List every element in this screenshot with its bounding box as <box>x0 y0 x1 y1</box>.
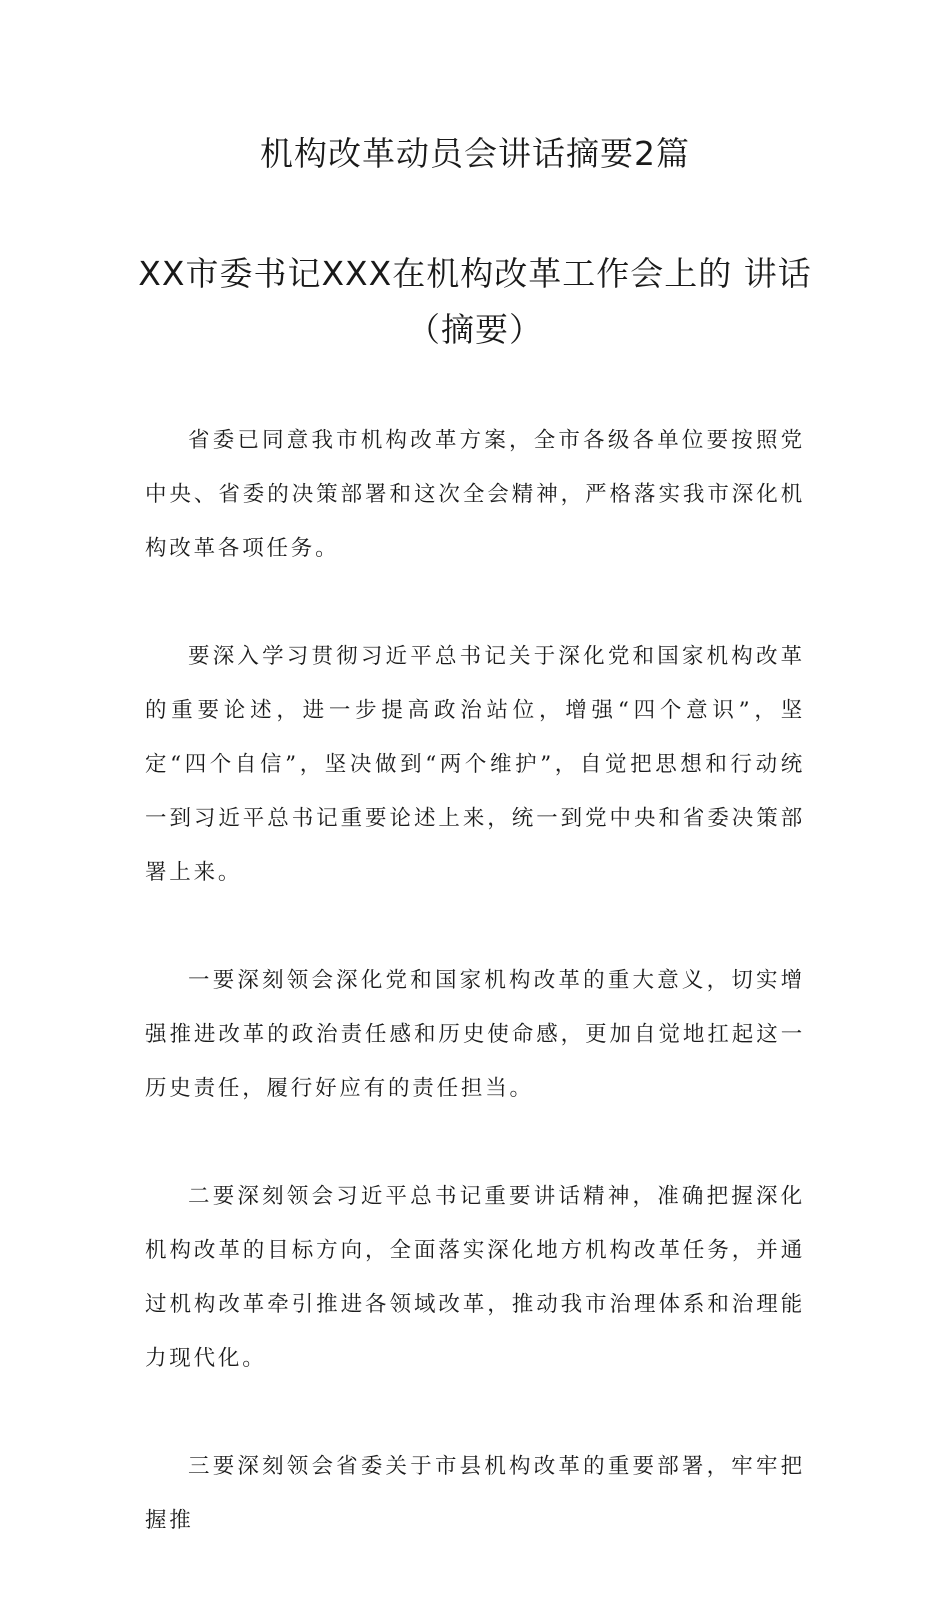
speech-title <box>120 246 830 358</box>
paragraph-3: 一要深刻领会深化党和国家机构改革的重大意义，切实增强推进改革的政治责任感和历史使命感，更加自觉地扛起这一历史责任，履行好应有的责任担当。 <box>145 968 805 1101</box>
paragraph-4: 二要深刻领会习近平总书记重要讲话精神，准确把握深化机构改革的目标方向，全面落实深化地方机构改革任务，并通过机构改革牵引推进各领域改革，推动我市治理体系和治理能力现代化。 <box>145 1184 805 1371</box>
speech-title-line-1: XX市委书记XXX在机构改革工作会上的 讲话 <box>138 254 812 293</box>
paragraph-2: 要深入学习贯彻习近平总书记关于深化党和国家机构改革的重要论述，进一步提高政治站位，增强“四个意识”，坚定“四个自信”，坚决做到“两个维护”，自觉把思想和行动统一到习近平总书记重要论述上来，统一到党中央和省委决策部署上来。 <box>145 644 805 885</box>
document-title: 机构改革动员会讲话摘要2篇 <box>260 134 690 173</box>
document-body <box>145 414 805 1602</box>
speech-title-line-2: （摘要） <box>407 310 543 349</box>
paragraph-1: 省委已同意我市机构改革方案，全市各级各单位要按照党中央、省委的决策部署和这次全会精神，严格落实我市深化机构改革各项任务。 <box>145 428 805 561</box>
paragraph-5: 三要深刻领会省委关于市县机构改革的重要部署，牢牢把握推 <box>145 1454 805 1533</box>
